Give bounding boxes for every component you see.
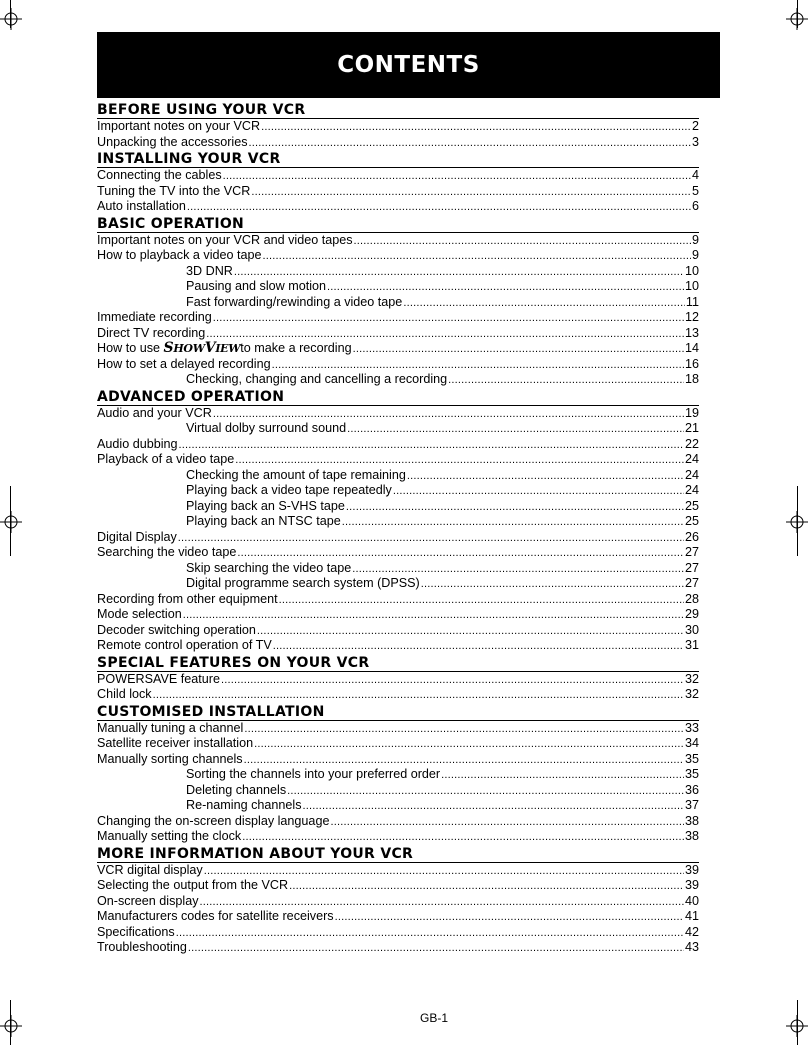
dot-leader: [263, 249, 691, 265]
entry-title: Audio and your VCR: [97, 405, 212, 420]
toc-entry[interactable]: [97, 623, 699, 639]
toc-entry[interactable]: [97, 909, 699, 925]
registration-mark-icon: [0, 511, 22, 533]
entry-page-number: 32: [684, 687, 699, 701]
title-banner: [97, 32, 720, 98]
toc-entry[interactable]: [97, 530, 699, 546]
dot-leader: [279, 593, 684, 609]
entry-page-number: 2: [691, 119, 699, 133]
entry-title: Specifications: [97, 924, 175, 939]
entry-title: Playback of a video tape: [97, 452, 235, 466]
section-heading: BEFORE USING YOUR VCR: [97, 101, 699, 119]
entry-page-number: 41: [684, 909, 699, 923]
entry-page-number: 43: [684, 940, 699, 954]
entry-title: Audio dubbing: [97, 436, 178, 451]
entry-title-after: to make a recording: [240, 341, 352, 355]
toc-entry[interactable]: [97, 925, 699, 941]
toc-section: [97, 101, 699, 150]
dot-leader: [242, 830, 684, 846]
entry-title: Re-naming channels: [186, 798, 302, 812]
toc-entry[interactable]: [97, 545, 699, 561]
toc-subentry[interactable]: [97, 767, 699, 783]
page-title: CONTENTS: [337, 52, 480, 78]
toc-subentry[interactable]: [97, 576, 699, 592]
dot-leader: [354, 234, 691, 250]
dot-leader: [403, 296, 685, 312]
entry-title: Playing back a video tape repeatedly: [186, 483, 392, 497]
entry-page-number: 22: [684, 436, 699, 451]
entry-page-number: 10: [684, 263, 699, 278]
dot-leader: [335, 910, 684, 926]
entry-page-number: 25: [684, 498, 699, 513]
entry-title: Child lock: [97, 687, 152, 701]
dot-leader: [213, 407, 684, 423]
dot-leader: [273, 639, 684, 655]
dot-leader: [237, 546, 684, 562]
toc-subentry[interactable]: [97, 514, 699, 530]
entry-page-number: 26: [684, 529, 699, 544]
entry-page-number: 38: [684, 813, 699, 828]
dot-leader: [330, 815, 684, 831]
entry-title: Manually tuning a channel: [97, 720, 244, 735]
dot-leader: [234, 265, 684, 281]
dot-leader: [393, 484, 684, 500]
entry-title: Manually setting the clock: [97, 829, 242, 843]
dot-leader: [187, 200, 691, 216]
dot-leader: [272, 358, 684, 374]
dot-leader: [342, 515, 684, 531]
entry-title: Sorting the channels into your preferred order: [186, 767, 441, 781]
toc-entry[interactable]: [97, 452, 699, 468]
toc-entry[interactable]: [97, 233, 699, 249]
entry-page-number: 10: [684, 279, 699, 293]
toc-entry[interactable]: [97, 721, 699, 737]
entry-page-number: 14: [684, 341, 699, 355]
entry-page-number: 30: [684, 622, 699, 637]
toc-entry[interactable]: [97, 135, 699, 151]
toc-entry[interactable]: [97, 878, 699, 894]
toc-section: [97, 388, 699, 654]
entry-title: How to set a delayed recording: [97, 356, 271, 371]
dot-leader: [176, 926, 684, 942]
section-heading: MORE INFORMATION ABOUT YOUR VCR: [97, 845, 699, 863]
section-heading: INSTALLING YOUR VCR: [97, 150, 699, 168]
entry-page-number: 38: [684, 829, 699, 843]
entry-title: Troubleshooting: [97, 940, 187, 954]
entry-title: Unpacking the accessories: [97, 134, 248, 149]
entry-title: Manually sorting channels: [97, 751, 243, 766]
dot-leader: [254, 737, 684, 753]
dot-leader: [448, 373, 684, 389]
toc-entry[interactable]: [97, 814, 699, 830]
entry-page-number: 24: [684, 467, 699, 482]
entry-page-number: 32: [684, 671, 699, 686]
section-heading: CUSTOMISED INSTALLATION: [97, 703, 699, 721]
dot-leader: [183, 608, 684, 624]
dot-leader: [206, 327, 684, 343]
dot-leader: [407, 469, 684, 485]
entry-page-number: 3: [691, 134, 699, 149]
toc-entry[interactable]: [97, 119, 699, 135]
entry-page-number: 21: [684, 421, 699, 435]
dot-leader: [223, 169, 691, 185]
dot-leader: [347, 422, 684, 438]
toc-section: [97, 215, 699, 388]
toc-entry[interactable]: [97, 406, 699, 422]
entry-title: How to playback a video tape: [97, 248, 262, 262]
entry-page-number: 9: [691, 232, 699, 247]
section-heading: BASIC OPERATION: [97, 215, 699, 233]
toc-subentry[interactable]: [97, 499, 699, 515]
entry-title: 3D DNR: [186, 263, 233, 278]
entry-title: Manufacturers codes for satellite receivers: [97, 909, 334, 923]
dot-leader: [303, 799, 684, 815]
entry-page-number: 29: [684, 607, 699, 621]
entry-title: Playing back an NTSC tape: [186, 514, 341, 528]
toc-entry[interactable]: [97, 168, 699, 184]
toc-subentry[interactable]: [97, 279, 699, 295]
toc-entry[interactable]: [97, 184, 699, 200]
dot-leader: [353, 342, 684, 358]
entry-title: Direct TV recording: [97, 325, 206, 340]
entry-page-number: 27: [684, 560, 699, 575]
toc-entry[interactable]: [97, 248, 699, 264]
toc-subentry[interactable]: [97, 295, 699, 311]
dot-leader: [327, 280, 684, 296]
entry-page-number: 9: [691, 248, 699, 262]
toc-entry[interactable]: [97, 736, 699, 752]
entry-page-number: 16: [684, 356, 699, 371]
toc-subentry[interactable]: [97, 561, 699, 577]
entry-title: On-screen display: [97, 893, 199, 908]
toc-entry[interactable]: [97, 940, 699, 956]
toc-section: [97, 845, 699, 956]
toc-entry[interactable]: [97, 341, 699, 357]
dot-leader: [251, 185, 691, 201]
entry-title: [97, 341, 352, 357]
entry-page-number: 5: [691, 183, 699, 198]
entry-title: Immediate recording: [97, 310, 212, 324]
table-of-contents: [97, 101, 699, 956]
toc-entry[interactable]: [97, 752, 699, 768]
toc-entry[interactable]: [97, 829, 699, 845]
dot-leader: [213, 311, 684, 327]
toc-entry[interactable]: [97, 437, 699, 453]
entry-page-number: 11: [685, 294, 699, 309]
entry-page-number: 24: [684, 452, 699, 466]
registration-mark-icon: [0, 8, 22, 30]
dot-leader: [346, 500, 684, 516]
toc-entry[interactable]: [97, 894, 699, 910]
entry-title: VCR digital display: [97, 862, 203, 877]
toc-subentry[interactable]: [97, 468, 699, 484]
registration-mark-icon: [786, 8, 808, 30]
toc-entry[interactable]: [97, 592, 699, 608]
toc-entry[interactable]: [97, 326, 699, 342]
toc-entry[interactable]: [97, 863, 699, 879]
dot-leader: [257, 624, 684, 640]
toc-section: [97, 150, 699, 215]
toc-section: [97, 654, 699, 703]
entry-page-number: 35: [684, 751, 699, 766]
entry-page-number: 28: [684, 591, 699, 606]
entry-title: Deleting channels: [186, 782, 287, 797]
toc-subentry[interactable]: [97, 783, 699, 799]
section-heading: SPECIAL FEATURES ON YOUR VCR: [97, 654, 699, 672]
entry-title: Important notes on your VCR and video tapes: [97, 232, 353, 247]
page-number: GB-1: [419, 1011, 448, 1025]
entry-title: Changing the on-screen display language: [97, 813, 330, 828]
toc-entry[interactable]: [97, 199, 699, 215]
entry-title: Auto installation: [97, 199, 186, 213]
dot-leader: [221, 673, 684, 689]
entry-title: Playing back an S-VHS tape: [186, 498, 345, 513]
toc-entry[interactable]: [97, 357, 699, 373]
entry-page-number: 19: [684, 405, 699, 420]
toc-entry[interactable]: [97, 310, 699, 326]
dot-leader: [204, 864, 684, 880]
entry-page-number: 27: [684, 576, 699, 590]
registration-mark-icon: [786, 511, 808, 533]
dot-leader: [178, 531, 684, 547]
entry-page-number: 34: [684, 736, 699, 750]
showview-logo: SHOWVIEW: [163, 340, 241, 356]
dot-leader: [249, 136, 691, 152]
toc-subentry[interactable]: [97, 798, 699, 814]
entry-page-number: 18: [684, 372, 699, 386]
entry-page-number: 31: [684, 638, 699, 652]
dot-leader: [261, 120, 691, 136]
dot-leader: [244, 722, 684, 738]
toc-subentry[interactable]: [97, 264, 699, 280]
entry-page-number: 33: [684, 720, 699, 735]
dot-leader: [235, 453, 684, 469]
entry-title: Checking the amount of tape remaining: [186, 467, 406, 482]
entry-title-before: How to use: [97, 341, 160, 355]
toc-entry[interactable]: [97, 687, 699, 703]
entry-title: Digital Display: [97, 529, 177, 544]
entry-page-number: 36: [684, 782, 699, 797]
dot-leader: [188, 941, 684, 957]
entry-page-number: 42: [684, 924, 699, 939]
entry-title: Connecting the cables: [97, 168, 222, 182]
toc-subentry[interactable]: [97, 421, 699, 437]
dot-leader: [179, 438, 684, 454]
toc-entry[interactable]: [97, 607, 699, 623]
entry-title: Important notes on your VCR: [97, 119, 261, 133]
toc-entry[interactable]: [97, 672, 699, 688]
entry-title: Recording from other equipment: [97, 591, 278, 606]
dot-leader: [441, 768, 684, 784]
entry-page-number: 27: [684, 545, 699, 559]
entry-title: Searching the video tape: [97, 545, 237, 559]
toc-entry[interactable]: [97, 638, 699, 654]
entry-title: Checking, changing and cancelling a recording: [186, 372, 448, 386]
entry-title: Tuning the TV into the VCR: [97, 183, 251, 198]
entry-title: Digital programme search system (DPSS): [186, 576, 420, 590]
entry-title: Selecting the output from the VCR: [97, 878, 289, 892]
entry-title: Decoder switching operation: [97, 622, 256, 637]
toc-section: [97, 703, 699, 845]
entry-page-number: 35: [684, 767, 699, 781]
toc-subentry[interactable]: [97, 483, 699, 499]
dot-leader: [244, 753, 684, 769]
entry-page-number: 24: [684, 483, 699, 497]
entry-page-number: 37: [684, 798, 699, 812]
entry-page-number: 39: [684, 862, 699, 877]
dot-leader: [287, 784, 684, 800]
entry-page-number: 25: [684, 514, 699, 528]
entry-title: POWERSAVE feature: [97, 671, 220, 686]
dot-leader: [153, 688, 684, 704]
entry-page-number: 12: [684, 310, 699, 324]
entry-title: Remote control operation of TV: [97, 638, 272, 652]
entry-page-number: 39: [684, 878, 699, 892]
toc-subentry[interactable]: [97, 372, 699, 388]
entry-title: Virtual dolby surround sound: [186, 421, 347, 435]
section-heading: ADVANCED OPERATION: [97, 388, 699, 406]
entry-page-number: 13: [684, 325, 699, 340]
entry-title: Pausing and slow motion: [186, 279, 327, 293]
entry-title: Mode selection: [97, 607, 182, 621]
dot-leader: [421, 577, 684, 593]
entry-page-number: 40: [684, 893, 699, 908]
entry-title: Fast forwarding/rewinding a video tape: [186, 294, 403, 309]
dot-leader: [289, 879, 684, 895]
entry-title: Satellite receiver installation: [97, 736, 254, 750]
entry-page-number: 4: [691, 168, 699, 182]
dot-leader: [200, 895, 684, 911]
entry-title: Skip searching the video tape: [186, 560, 352, 575]
entry-page-number: 6: [691, 199, 699, 213]
dot-leader: [352, 562, 684, 578]
